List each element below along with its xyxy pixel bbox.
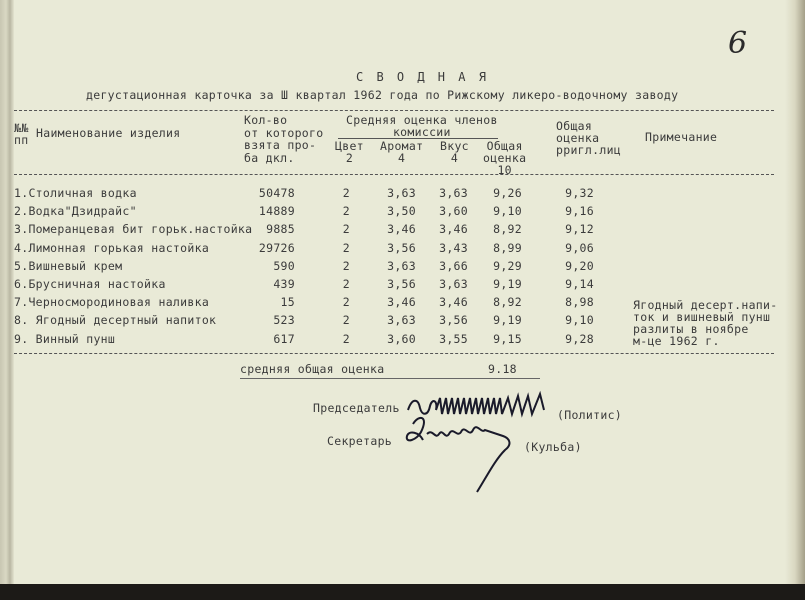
cell-color: 2 [342,222,350,237]
cell-aroma: 3,50 [387,204,416,219]
secretary-label: Секретарь [327,434,393,448]
cell-quantity: 9885 [266,222,295,237]
cell-name: 6.Брусничная настойка [14,277,166,291]
header-name: Наименование изделия [36,126,181,140]
header-aroma: Аромат 4 [380,139,424,165]
cell-quantity: 439 [273,277,295,291]
cell-invited: 9,12 [565,222,594,237]
page-number: 6 [728,26,748,61]
cell-name: 4.Лимонная горькая настойка [14,240,210,255]
cell-taste: 3,46 [439,295,468,310]
average-value: 9.18 [488,362,517,376]
cell-total: 9,19 [493,313,522,328]
divider-top [14,110,774,111]
cell-color: 2 [342,331,350,346]
cell-color: 2 [342,258,350,273]
cell-aroma: 3,46 [387,295,416,310]
chairman-name: (Политис) [557,408,623,422]
average-underline [240,378,540,379]
header-note: Примечание [645,130,718,144]
cell-quantity: 15 [280,295,295,310]
secretary-signature [395,410,535,500]
cell-color: 2 [342,240,350,255]
cell-quantity: 14889 [258,204,295,219]
cell-quantity: 523 [273,313,295,328]
cell-invited: 8,98 [565,295,594,310]
cell-invited: 9,32 [565,186,594,200]
header-color: Цвет 2 [335,139,364,165]
divider-header [14,174,774,175]
cell-invited: 9,14 [565,277,594,291]
note-text: Ягодный десерт.напи- ток и вишневый пунш разлиты в ноябре м-це 1962 г. [633,298,778,348]
cell-color: 2 [342,277,350,291]
average-label: средняя общая оценка [240,362,385,376]
cell-name: 7.Черносмородиновая наливка [14,295,210,310]
cell-total: 9,26 [493,186,522,200]
document-subtitle: дегустационная карточка за Ш квартал 1962 года по Рижскому ликеро-водочному заводу [86,88,679,102]
page-edge [785,0,805,592]
cell-invited: 9,06 [565,240,594,255]
secretary-name: (Кульба) [524,440,582,454]
cell-taste: 3,56 [439,313,468,328]
cell-aroma: 3,63 [387,186,416,200]
header-index: №№ пп [14,121,29,147]
header-taste: Вкус 4 [440,139,469,165]
cell-total: 9,29 [493,258,522,273]
cell-aroma: 3,63 [387,313,416,328]
cell-taste: 3,46 [439,222,468,237]
cell-invited: 9,16 [565,204,594,219]
header-quantity: Кол-во от которого взята про- ба дкл. [244,113,324,165]
cell-quantity: 590 [273,258,295,273]
cell-invited: 9,20 [565,258,594,273]
cell-total: 8,92 [493,295,522,310]
cell-total: 9,15 [493,331,522,346]
cell-invited: 9,28 [565,331,594,346]
cell-color: 2 [342,186,350,200]
cell-aroma: 3,63 [387,258,416,273]
cell-invited: 9,10 [565,313,594,328]
header-total: Общая оценка 10 [483,139,527,177]
cell-quantity: 50478 [258,186,295,200]
cell-color: 2 [342,313,350,328]
cell-total: 9,19 [493,277,522,291]
cell-taste: 3,55 [439,331,468,346]
cell-name: 5.Вишневый крем [14,258,123,273]
cell-name: 3.Померанцевая бит горьк.настойка [14,222,253,237]
cell-taste: 3,60 [439,204,468,219]
scan-border [0,584,805,592]
chairman-label: Председатель [313,401,400,415]
cell-name: 9. Винный пунш [14,331,116,346]
cell-color: 2 [342,204,350,219]
cell-quantity: 29726 [258,240,295,255]
header-committee-group: Средняя оценка членов комиссии [346,113,498,139]
cell-taste: 3,66 [439,258,468,273]
cell-name: 2.Водка"Дзидрайс" [14,204,137,219]
cell-total: 8,92 [493,222,522,237]
cell-total: 9,10 [493,204,522,219]
cell-name: 1.Столичная водка [14,186,137,200]
header-invited: Общая оценка pригл.лиц [556,119,622,157]
cell-aroma: 3,46 [387,222,416,237]
cell-color: 2 [342,295,350,310]
cell-aroma: 3,60 [387,331,416,346]
divider-bottom [14,353,774,354]
cell-taste: 3,63 [439,186,468,200]
cell-name: 8. Ягодный десертный напиток [14,313,217,328]
cell-total: 8,99 [493,240,522,255]
binding-spine [0,0,14,592]
cell-quantity: 617 [273,331,295,346]
cell-aroma: 3,56 [387,240,416,255]
cell-taste: 3,63 [439,277,468,291]
document-title: С В О Д Н А Я [356,70,489,84]
cell-taste: 3,43 [439,240,468,255]
cell-aroma: 3,56 [387,277,416,291]
